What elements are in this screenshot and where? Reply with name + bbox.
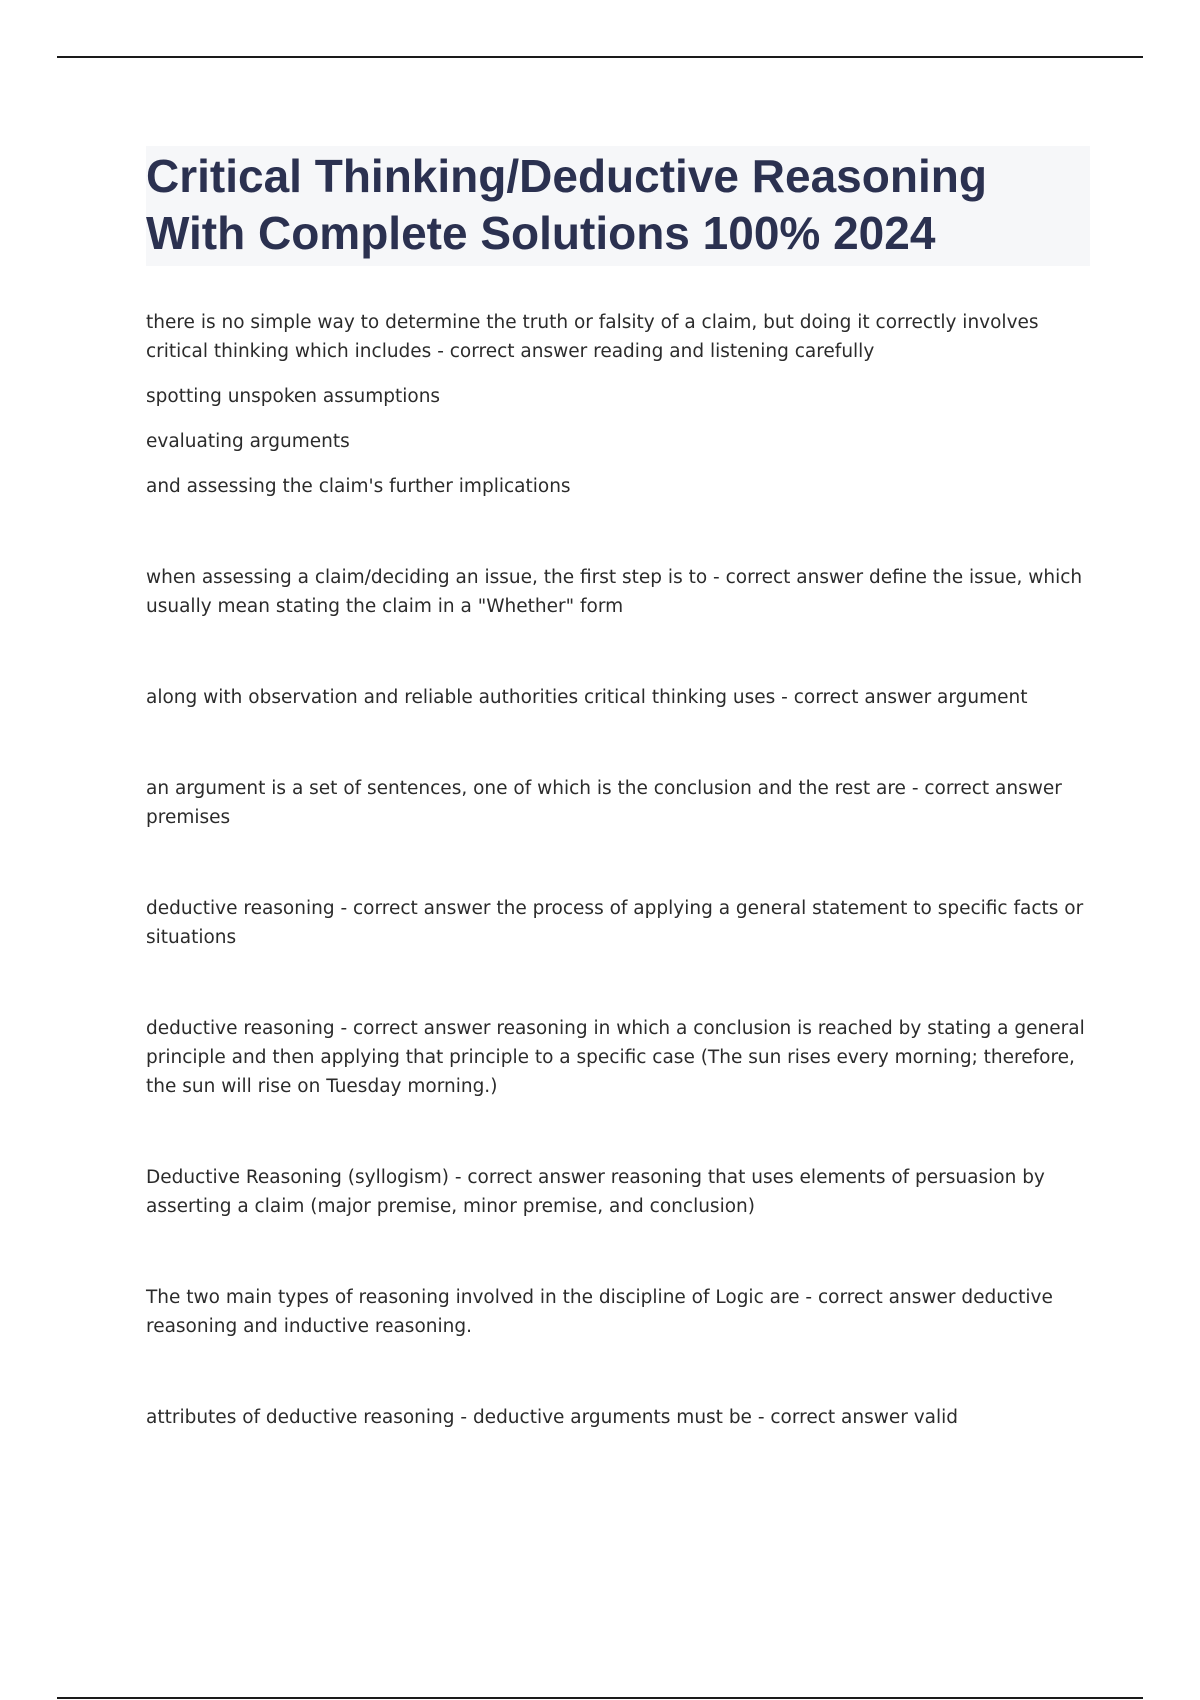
qa-item-2: when assessing a claim/deciding an issue, the first step is to - correct answer define the issue, which usually mean stating the claim in a "Whether" form <box>146 567 1083 617</box>
qa-item-4: an argument is a set of sentences, one of which is the conclusion and the rest are - correct answer premises <box>146 778 1062 828</box>
footer-rule <box>57 1697 1143 1699</box>
qa-list <box>146 308 1090 1432</box>
qa-item-9: attributes of deductive reasoning - deductive arguments must be - correct answer valid <box>146 1407 959 1428</box>
qa-item-1: there is no simple way to determine the truth or falsity of a claim, but doing it correctly involves critical thinking which includes - correct answer reading and listening carefully <box>146 312 1039 362</box>
qa-item-7: Deductive Reasoning (syllogism) - correct answer reasoning that uses elements of persuasion by asserting a claim (major premise, minor premise, and conclusion) <box>146 1167 1045 1217</box>
qa-item-5: deductive reasoning - correct answer the process of applying a general statement to specific facts or situations <box>146 898 1084 948</box>
qa-item-1-line-3: evaluating arguments <box>146 431 350 452</box>
qa-item-1-line-2: spotting unspoken assumptions <box>146 386 441 407</box>
document-title: Critical Thinking/Deductive Reasoning With Complete Solutions 100% 2024 <box>146 150 987 259</box>
qa-item-6: deductive reasoning - correct answer reasoning in which a conclusion is reached by stating a general principle and then applying that principle to a specific case (The sun rises every morning; therefore, the sun will rise on Tuesday morning.) <box>146 1018 1085 1097</box>
qa-item-8: The two main types of reasoning involved in the discipline of Logic are - correct answer deductive reasoning and inductive reasoning. <box>146 1287 1053 1337</box>
header-rule <box>57 56 1143 58</box>
title-block <box>146 146 1090 266</box>
qa-item-3: along with observation and reliable authorities critical thinking uses - correct answer argument <box>146 687 1028 708</box>
document-body <box>146 146 1090 1432</box>
qa-item-1-line-4: and assessing the claim's further implications <box>146 476 571 497</box>
